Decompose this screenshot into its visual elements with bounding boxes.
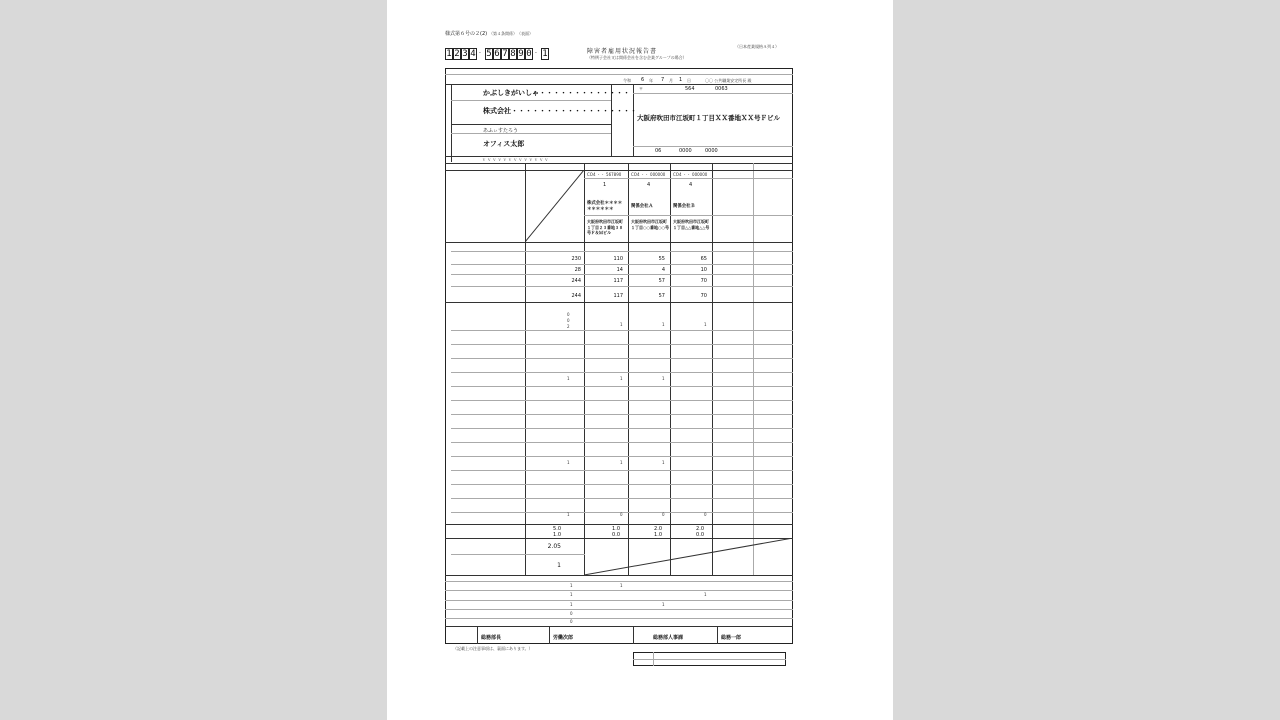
employees-row1-c2: 55 bbox=[658, 256, 665, 262]
company-name-1: 株式会社＊＊＊＊＊＊＊＊＊＊ bbox=[587, 201, 623, 212]
shortfall-count: 1 bbox=[557, 562, 561, 569]
phone-c: 0000 bbox=[705, 148, 718, 154]
report-year: 6 bbox=[641, 77, 645, 83]
disabled-total-1: 5.0 bbox=[553, 526, 561, 532]
company-address-2: 大阪府吹田市江坂町１丁目○○番地○○号 bbox=[631, 219, 669, 230]
employees-row3-total: 244 bbox=[571, 278, 581, 284]
company-address-1: 大阪府吹田市江坂町１丁目２３番地３８号Ｆ＆Ｍビル bbox=[587, 219, 623, 235]
manager-name: 労働次郎 bbox=[553, 635, 574, 641]
employees-row1-c3: 65 bbox=[700, 256, 707, 262]
rate-diagonal bbox=[584, 538, 793, 575]
contact-title: 総務部人事課 bbox=[653, 635, 684, 641]
form-note: （第４条関係） bbox=[489, 31, 517, 36]
phone-a: 06 bbox=[655, 148, 662, 154]
company-code-1: 1 bbox=[603, 182, 607, 188]
office-note: 〇〇 公共職業安定所長 殿 bbox=[705, 78, 752, 83]
postal-code-b: 0063 bbox=[715, 86, 728, 92]
report-day: 1 bbox=[679, 77, 683, 83]
employees-row3-c1: 117 bbox=[613, 278, 623, 284]
form-side: （表面） bbox=[517, 31, 533, 36]
disabled-c2-b: 1.0 bbox=[654, 532, 662, 538]
employees-row2-total: 28 bbox=[574, 267, 581, 273]
postal-code-a: 564 bbox=[685, 86, 695, 92]
employees-row3-c3: 70 bbox=[700, 278, 707, 284]
top-right-note: （日本産業規格Ａ列４） bbox=[735, 44, 779, 49]
disabled-total-2: 1.0 bbox=[553, 532, 561, 538]
form-page: 様式第６号の２(2) （第４条関係） （表面） （日本産業規格Ａ列４） 1 2 3 4 - 5 6 7 8 9 0 - 1 障害者雇用状況報告書 （特例子会社又は関係会社を含む企業グループの場合） 令和 6 年 7 月 1 日 〇〇 公共職業安定所長 殿 かぶしきがいしゃ・・・・・・・・・・・・・ 株式会社・・・・・・・・・・・・・・・・・・ あふぃすたろう オフィス太郎 〒 564 0063 大阪府吹田市江坂町１丁目ＸＸ番地ＸＸ号Ｆビル 06 0000 0000 ｖｖｖｖｖｖｖｖｖｖｖｖｖ CO4 ・・ 567890 CO4 ・・ 000000 CO4 ・・ 000000 1 4 4 株式会社＊＊＊＊＊＊＊＊＊＊ 関係会社Ａ 関係会社Ｂ 大阪府吹田市江坂町１丁目２３番地３８号Ｆ＆Ｍビル 大阪府吹田市江坂町１丁目○○番地○○号 大阪府吹田市江坂町１丁目△△番地△△号 230 110 55 65 28 14 4 10 244 117 57 70 244 117 57 70 0 0 2 1 1 1 1 1 1 1 1 1 1 0 0 0 5.0 1.0 1.0 0.0 2.0 1.0 2.0 0.0 2.05 1 1 1 1 1 1 1 0 0 総務部長 労働次郎 総務部人事課 総務一郎 （記載上の注意事項は、裏面にあります。） bbox=[387, 0, 893, 720]
disabled-c3-a: 2.0 bbox=[696, 526, 704, 532]
rep-name: オフィス太郎 bbox=[483, 140, 525, 148]
company-name-2: 関係会社Ａ bbox=[631, 204, 653, 209]
rep-kana: あふぃすたろう bbox=[483, 128, 519, 134]
disabled-c3-b: 0.0 bbox=[696, 532, 704, 538]
employees-row4-total: 244 bbox=[571, 293, 581, 299]
employees-row4-c3: 70 bbox=[700, 293, 707, 299]
company-address-3: 大阪府吹田市江坂町１丁目△△番地△△号 bbox=[673, 219, 710, 230]
form-number: 様式第６号の２(2) bbox=[445, 31, 488, 37]
footer-note: （記載上の注意事項は、裏面にあります。） bbox=[453, 646, 533, 651]
manager-title: 総務部長 bbox=[481, 635, 502, 641]
employees-row3-c2: 57 bbox=[658, 278, 665, 284]
form-subtitle: （特例子会社又は関係会社を含む企業グループの場合） bbox=[587, 55, 687, 60]
employees-row2-c1: 14 bbox=[616, 267, 623, 273]
employees-row2-c3: 10 bbox=[700, 267, 707, 273]
employees-row4-c2: 57 bbox=[658, 293, 665, 299]
form-title: 障害者雇用状況報告書 bbox=[587, 48, 658, 55]
company-code-3: 4 bbox=[689, 182, 693, 188]
company-kana: かぶしきがいしゃ・・・・・・・・・・・・・ bbox=[483, 89, 630, 97]
disabled-c1-a: 1.0 bbox=[612, 526, 620, 532]
employees-row2-c2: 4 bbox=[661, 267, 665, 273]
employees-row4-c1: 117 bbox=[613, 293, 623, 299]
contact-name: 総務一郎 bbox=[721, 635, 742, 641]
company-name-3: 関係会社Ｂ bbox=[673, 204, 695, 209]
employees-row1-total: 230 bbox=[571, 256, 581, 262]
employees-row1-c1: 110 bbox=[613, 256, 623, 262]
header-diagonal bbox=[525, 170, 584, 242]
disabled-c2-a: 2.0 bbox=[654, 526, 662, 532]
company-address: 大阪府吹田市江坂町１丁目ＸＸ番地ＸＸ号Ｆビル bbox=[637, 114, 780, 122]
phone-b: 0000 bbox=[679, 148, 692, 154]
company-code-2: 4 bbox=[647, 182, 651, 188]
report-month: 7 bbox=[661, 77, 665, 83]
company-name: 株式会社・・・・・・・・・・・・・・・・・・ bbox=[483, 107, 637, 115]
employment-rate: 2.05 bbox=[547, 543, 561, 550]
disabled-c1-b: 0.0 bbox=[612, 532, 620, 538]
